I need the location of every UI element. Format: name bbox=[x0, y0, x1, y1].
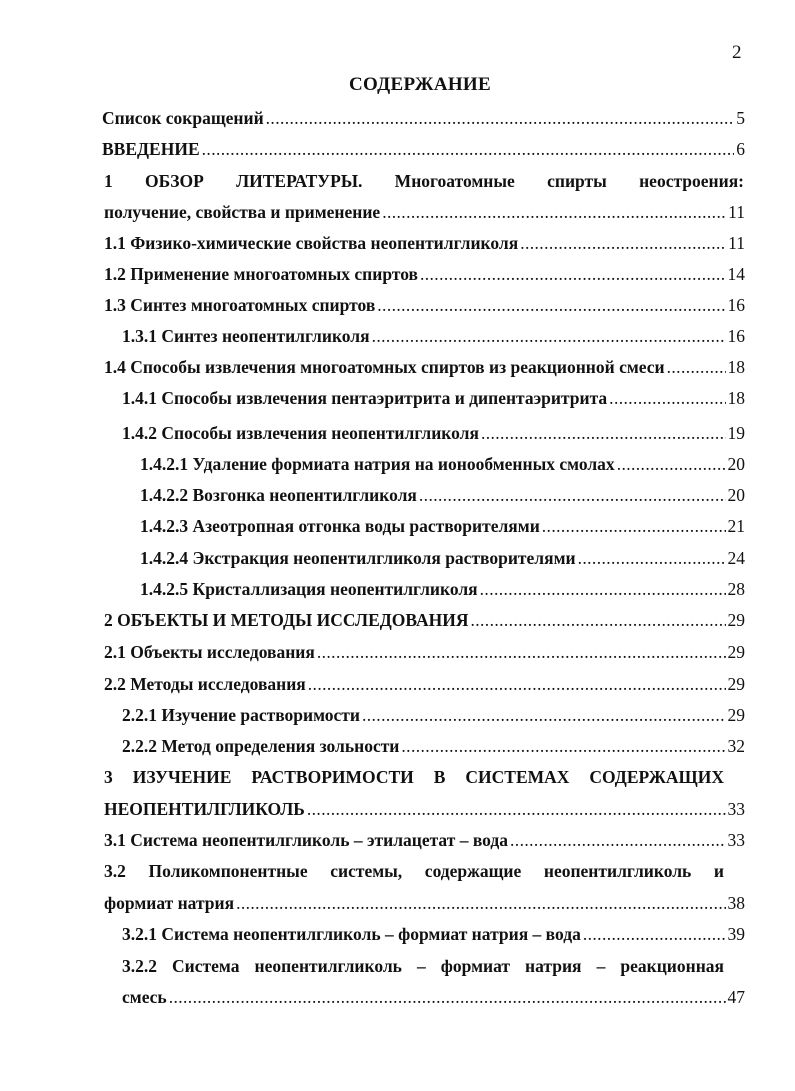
toc-entry-text: 2.2.2 Метод определения зольности bbox=[122, 736, 400, 756]
toc-entry bbox=[104, 200, 745, 224]
toc-entry-page: 29 bbox=[727, 674, 745, 694]
toc-entry-text: 2.1 Объекты исследования bbox=[104, 642, 315, 662]
toc-entry-page: 19 bbox=[727, 423, 745, 443]
toc-entry bbox=[140, 514, 745, 538]
toc-entry-text: 2.2 Методы исследования bbox=[104, 674, 306, 694]
toc-entry-page: 38 bbox=[727, 893, 745, 913]
toc-entry-page: 21 bbox=[727, 516, 745, 536]
toc-entry bbox=[102, 137, 745, 161]
toc-entry-text: 1.4.2.3 Азеотропная отгонка воды растворителями bbox=[140, 516, 540, 536]
toc-entry-text: 3.1 Система неопентилгликоль – этилацетат – вода bbox=[104, 830, 509, 850]
toc-entry-page: 32 bbox=[727, 736, 745, 756]
page-title: СОДЕРЖАНИЕ bbox=[349, 74, 491, 95]
toc-entry bbox=[104, 355, 745, 379]
toc-entry bbox=[104, 797, 745, 821]
toc-entry-text: Список сокращений bbox=[102, 108, 264, 128]
toc-entry bbox=[104, 231, 745, 255]
toc-entry bbox=[122, 922, 745, 946]
toc-entry-page: 20 bbox=[727, 485, 745, 505]
toc-entry-text: 1.4.2 Способы извлечения неопентилгликоля bbox=[122, 423, 479, 443]
toc-entry-page: 29 bbox=[727, 642, 745, 662]
toc-entry bbox=[104, 608, 745, 632]
toc-entry-text: 1.3 Синтез многоатомных спиртов bbox=[104, 295, 376, 315]
toc-entry-page: 24 bbox=[727, 548, 745, 568]
toc-entry bbox=[104, 262, 745, 286]
toc-entry-first-line: 3.2 Поликомпонентные системы, содержащие неопентилгликоль и bbox=[104, 861, 724, 881]
toc-entry-page: 29 bbox=[727, 610, 745, 630]
toc-entry-page: 28 bbox=[727, 579, 745, 599]
toc-entry-page: 11 bbox=[728, 202, 745, 222]
toc-entry-text: формиат натрия bbox=[104, 893, 235, 913]
toc-entry-text: 1.4.2.2 Возгонка неопентилгликоля bbox=[140, 485, 417, 505]
toc-entry-page: 29 bbox=[727, 705, 745, 725]
toc-entry-text: 1.3.1 Синтез неопентилгликоля bbox=[122, 326, 370, 346]
toc-entry-text: 1.4 Способы извлечения многоатомных спиртов из реакционной смеси bbox=[104, 357, 665, 377]
toc-entry-page: 33 bbox=[727, 799, 745, 819]
toc-entry-text: НЕОПЕНТИЛГЛИКОЛЬ bbox=[104, 799, 305, 819]
toc-entry bbox=[104, 891, 745, 915]
page-number: 2 bbox=[732, 42, 742, 63]
toc-entry-first-line: 3.2.2 Система неопентилгликоль – формиат натрия – реакционная bbox=[122, 956, 724, 976]
toc-entry-first-line: 1 ОБЗОР ЛИТЕРАТУРЫ. Многоатомные спирты неостроения: bbox=[104, 171, 744, 191]
toc-entry-text: 2 ОБЪЕКТЫ И МЕТОДЫ ИССЛЕДОВАНИЯ bbox=[104, 610, 469, 630]
toc-entry-page: 18 bbox=[727, 388, 745, 408]
toc-entry-text: смесь bbox=[122, 987, 167, 1007]
toc-entry-page: 11 bbox=[728, 233, 745, 253]
toc-entry bbox=[122, 324, 745, 348]
toc-entry-text: 1.2 Применение многоатомных спиртов bbox=[104, 264, 418, 284]
toc-entry-text: 1.1 Физико-химические свойства неопентилгликоля bbox=[104, 233, 519, 253]
toc-entry-text: 2.2.1 Изучение растворимости bbox=[122, 705, 360, 725]
toc-entry bbox=[122, 985, 745, 1009]
toc-entry bbox=[140, 577, 745, 601]
toc-entry-page: 18 bbox=[727, 357, 745, 377]
toc-entry-page: 39 bbox=[727, 924, 745, 944]
toc-entry-page: 14 bbox=[727, 264, 745, 284]
toc-entry bbox=[140, 452, 745, 476]
toc-entry-first-line: 3 ИЗУЧЕНИЕ РАСТВОРИМОСТИ В СИСТЕМАХ СОДЕРЖАЩИХ bbox=[104, 767, 724, 787]
toc-entry bbox=[122, 386, 745, 410]
toc-entry-page: 33 bbox=[727, 830, 745, 850]
toc-entry-page: 47 bbox=[727, 987, 745, 1007]
toc-entry bbox=[104, 672, 745, 696]
toc-entry bbox=[140, 483, 745, 507]
toc-entry-text: 1.4.1 Способы извлечения пентаэритрита и дипентаэритрита bbox=[122, 388, 608, 408]
toc-entry bbox=[140, 546, 745, 570]
toc-entry bbox=[122, 703, 745, 727]
toc-entry-text: 1.4.2.1 Удаление формиата натрия на ионообменных смолах bbox=[140, 454, 615, 474]
toc-entry bbox=[102, 106, 745, 130]
toc-entry bbox=[104, 828, 745, 852]
toc-entry-page: 20 bbox=[727, 454, 745, 474]
toc-entry-page: 16 bbox=[727, 295, 745, 315]
toc-entry-page: 5 bbox=[736, 108, 745, 128]
toc-entry-text: ВВЕДЕНИЕ bbox=[102, 139, 200, 159]
toc-entry bbox=[104, 293, 745, 317]
toc-entry-page: 16 bbox=[727, 326, 745, 346]
toc-entry-page: 6 bbox=[736, 139, 745, 159]
toc-entry bbox=[104, 640, 745, 664]
toc-entry-text: 3.2.1 Система неопентилгликоль – формиат натрия – вода bbox=[122, 924, 581, 944]
toc-entry-text: получение, свойства и применение bbox=[104, 202, 381, 222]
toc-entry-text: 1.4.2.4 Экстракция неопентилгликоля растворителями bbox=[140, 548, 576, 568]
toc-entry bbox=[122, 734, 745, 758]
toc-entry-text: 1.4.2.5 Кристаллизация неопентилгликоля bbox=[140, 579, 478, 599]
toc-entry bbox=[122, 421, 745, 445]
